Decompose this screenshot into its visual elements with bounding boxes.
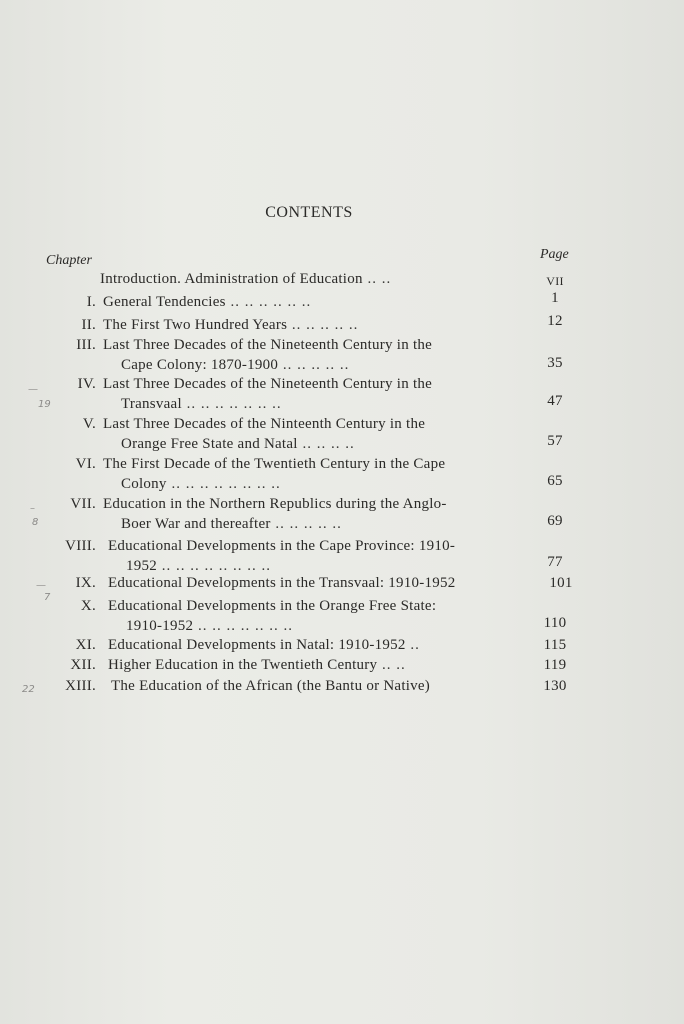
leader-dots: .. .. .. .. .. .. .. .. bbox=[157, 557, 271, 574]
chapter-number: IV. bbox=[77, 376, 96, 392]
leader-dots: .. .. .. .. .. .. .. bbox=[193, 617, 293, 634]
entry-title: Last Three Decades of the Nineteenth Century in the bbox=[103, 376, 433, 392]
page-number: 77 bbox=[547, 554, 563, 570]
entry-title: Higher Education in the Twentieth Century bbox=[108, 657, 378, 673]
page-number: VII bbox=[546, 274, 564, 288]
page-number: 130 bbox=[543, 678, 567, 694]
page-number: 119 bbox=[543, 657, 567, 673]
entry-title-continued: Cape Colony: 1870-1900 bbox=[121, 356, 279, 373]
page-number: 12 bbox=[547, 313, 563, 329]
chapter-number: VI. bbox=[75, 456, 96, 472]
entry-title: Introduction. Administration of Education bbox=[100, 271, 363, 287]
chapter-number: IX. bbox=[75, 575, 96, 591]
leader-dots: .. .. bbox=[362, 271, 392, 287]
leader-dots: .. .. .. .. .. .. .. bbox=[181, 395, 282, 412]
contents-heading: CONTENTS bbox=[265, 204, 353, 221]
entry-title-continued: 1952 bbox=[126, 557, 157, 574]
leader-dots: .. bbox=[405, 637, 420, 653]
leader-dots: .. .. .. .. .. .. bbox=[225, 294, 312, 310]
page-number: 35 bbox=[547, 355, 563, 371]
chapter-column-label: Chapter bbox=[46, 253, 92, 268]
pencil-dash: — bbox=[36, 580, 46, 591]
chapter-number: XI. bbox=[75, 637, 96, 653]
chapter-number: III. bbox=[76, 337, 96, 353]
entry-title: Last Three Decades of the Ninteenth Century in the bbox=[103, 416, 426, 432]
pencil-note: 19 bbox=[38, 399, 51, 410]
entry-title-continued: Transvaal bbox=[121, 395, 182, 412]
pencil-dash: — bbox=[28, 384, 38, 395]
page-number: 101 bbox=[549, 575, 573, 591]
chapter-number: I. bbox=[86, 294, 96, 310]
page-number: 65 bbox=[547, 473, 563, 489]
entry-title-continued: Orange Free State and Natal bbox=[121, 435, 298, 452]
entry-title: Educational Developments in the Orange Free State: bbox=[108, 598, 437, 614]
chapter-number: VII. bbox=[70, 496, 96, 512]
chapter-number: X. bbox=[80, 598, 96, 614]
entry-title: The First Decade of the Twentieth Century in the Cape bbox=[103, 456, 446, 472]
entry-title: Educational Developments in the Transvaal: 1910-1952 bbox=[108, 575, 456, 591]
page-number: 115 bbox=[543, 637, 567, 653]
pencil-dash: – bbox=[30, 503, 35, 514]
entry-title-continued: Boer War and thereafter bbox=[121, 515, 271, 532]
entry-title: Educational Developments in the Cape Province: 1910- bbox=[108, 538, 456, 554]
chapter-number: VIII. bbox=[65, 538, 96, 554]
leader-dots: .. .. .. .. .. bbox=[278, 356, 350, 373]
entry-title: The Education of the African (the Bantu or Native) bbox=[111, 678, 431, 694]
leader-dots: .. .. .. .. .. bbox=[270, 515, 342, 532]
page-number: 110 bbox=[543, 615, 567, 631]
leader-dots: .. .. bbox=[377, 657, 406, 673]
leader-dots: .. .. .. .. bbox=[297, 435, 355, 452]
pencil-note: 7 bbox=[44, 592, 51, 603]
chapter-number: II. bbox=[81, 317, 96, 333]
entry-title: Last Three Decades of the Nineteenth Century in the bbox=[103, 337, 433, 353]
entry-title: Education in the Northern Republics during the Anglo- bbox=[103, 496, 447, 512]
pencil-note: 22 bbox=[22, 684, 35, 695]
entry-title-continued: 1910-1952 bbox=[126, 617, 194, 634]
leader-dots: .. .. .. .. .. .. .. .. bbox=[166, 475, 281, 492]
entry-title-continued: Colony bbox=[121, 475, 167, 492]
page-number: 1 bbox=[551, 290, 559, 306]
pencil-note: 8 bbox=[32, 517, 39, 528]
page-number: 69 bbox=[547, 513, 563, 529]
page-number: 47 bbox=[547, 393, 563, 409]
page-number: 57 bbox=[547, 433, 563, 449]
entry-title: General Tendencies bbox=[103, 294, 226, 310]
entry-title: The First Two Hundred Years bbox=[103, 317, 288, 333]
entry-title: Educational Developments in Natal: 1910-1952 bbox=[108, 637, 406, 653]
chapter-number: XIII. bbox=[65, 678, 96, 694]
leader-dots: .. .. .. .. .. bbox=[287, 317, 359, 333]
chapter-number: V. bbox=[82, 416, 96, 432]
chapter-number: XII. bbox=[70, 657, 96, 673]
page-column-label: Page bbox=[540, 247, 569, 262]
